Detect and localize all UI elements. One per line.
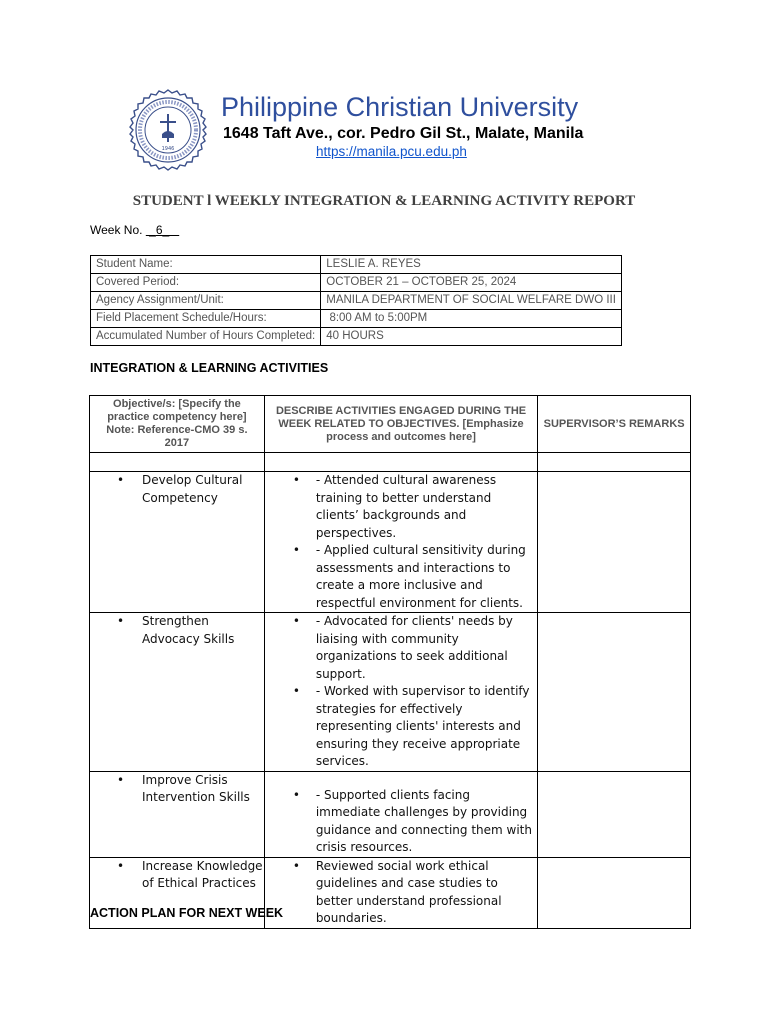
table-row <box>90 472 691 613</box>
info-value: MANILA DEPARTMENT OF SOCIAL WELFARE DWO III <box>321 292 622 310</box>
university-name: Philippine Christian University <box>221 92 579 122</box>
objectives-header: Objective/s: [Specify the practice competency here] Note: Reference-CMO 39 s. 2017 <box>90 396 265 453</box>
week-number <box>90 223 179 237</box>
activities-cell <box>264 613 537 772</box>
remarks-cell[interactable] <box>538 472 691 613</box>
objective-item: • Develop Cultural Competency <box>90 472 264 507</box>
activity-item: • - Supported clients facing immediate challenges by providing guidance and connecting them with crisis resources. <box>265 787 537 857</box>
table-row <box>90 771 691 857</box>
info-label: Accumulated Number of Hours Completed: <box>91 328 321 346</box>
university-address: 1648 Taft Ave., cor. Pedro Gil St., Malate, Manila <box>223 125 584 142</box>
info-value: LESLIE A. REYES <box>321 256 622 274</box>
info-value: 40 HOURS <box>321 328 622 346</box>
table-row <box>90 613 691 772</box>
objective-cell <box>90 472 265 613</box>
info-row <box>91 274 622 292</box>
report-title: STUDENT l WEEKLY INTEGRATION & LEARNING ACTIVITY REPORT <box>132 193 636 209</box>
objective-cell <box>90 771 265 857</box>
objective-item: • Improve Crisis Intervention Skills <box>90 772 264 807</box>
activity-item: • - Attended cultural awareness training to better understand clients’ backgrounds and perspectives. <box>265 472 537 542</box>
info-row <box>91 292 622 310</box>
info-value: 8:00 AM to 5:00PM <box>321 310 622 328</box>
activities-cell <box>264 771 537 857</box>
activities-header: DESCRIBE ACTIVITIES ENGAGED DURING THE WEEK RELATED TO OBJECTIVES. [Emphasize process and outcomes here] <box>264 396 537 453</box>
info-label: Covered Period: <box>91 274 321 292</box>
objective-cell <box>90 613 265 772</box>
activities-cell <box>264 857 537 928</box>
activities-heading: INTEGRATION & LEARNING ACTIVITIES <box>90 361 329 375</box>
student-info-table <box>90 255 622 346</box>
objective-item: • Strengthen Advocacy Skills <box>90 613 264 648</box>
week-value: _6_ <box>145 223 180 237</box>
activity-item: • Reviewed social work ethical guidelines and case studies to better understand professional boundaries. <box>265 858 537 928</box>
seal-year: 1946 <box>161 146 175 152</box>
action-plan-heading: ACTION PLAN FOR NEXT WEEK <box>90 906 284 920</box>
info-row <box>91 256 622 274</box>
activity-item: • - Worked with supervisor to identify strategies for effectively representing clients' interests and ensuring they receive appropriate services. <box>265 683 537 771</box>
remarks-cell[interactable] <box>538 613 691 772</box>
table-header-row <box>90 396 691 453</box>
remarks-cell[interactable] <box>538 857 691 928</box>
remarks-cell[interactable] <box>538 771 691 857</box>
activities-cell <box>264 472 537 613</box>
activities-table <box>89 395 691 929</box>
university-seal <box>126 88 210 172</box>
remarks-header: SUPERVISOR’S REMARKS <box>538 396 691 453</box>
info-label: Field Placement Schedule/Hours: <box>91 310 321 328</box>
activity-item: • - Applied cultural sensitivity during assessments and interactions to create a more inclusive and respectful environment for clients. <box>265 542 537 612</box>
university-website-link[interactable]: https://manila.pcu.edu.ph <box>316 144 467 159</box>
objective-item: • Increase Knowledge of Ethical Practices <box>90 858 264 893</box>
info-row <box>91 328 622 346</box>
activity-item: • - Advocated for clients' needs by liaising with community organizations to seek additional support. <box>265 613 537 683</box>
info-label: Agency Assignment/Unit: <box>91 292 321 310</box>
week-label: Week No. <box>90 223 143 237</box>
blank-row <box>90 453 691 472</box>
info-row <box>91 310 622 328</box>
info-label: Student Name: <box>91 256 321 274</box>
info-value: OCTOBER 21 – OCTOBER 25, 2024 <box>321 274 622 292</box>
